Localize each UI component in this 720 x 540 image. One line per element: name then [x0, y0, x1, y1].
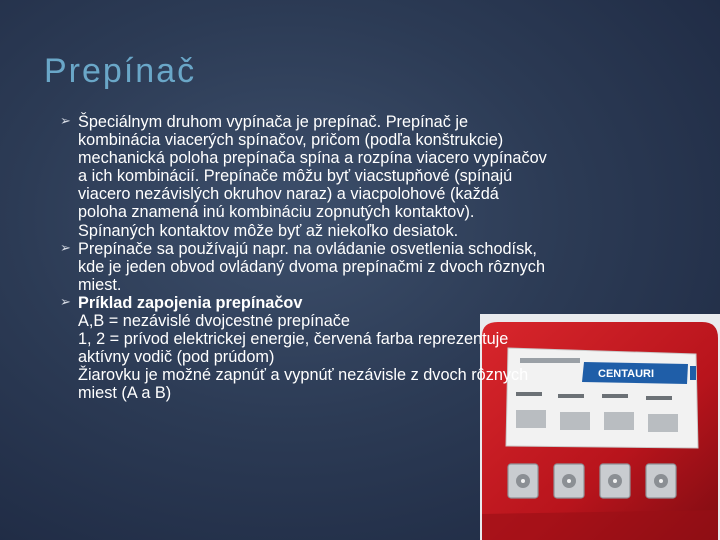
arrow-bullet-icon: ➢ [60, 114, 71, 129]
slide-title: Prepínač [44, 52, 197, 90]
arrow-bullet-icon: ➢ [60, 240, 71, 256]
bullet-item [60, 294, 670, 403]
bullet-text: Špeciálnym druhom vypínača je prepínač. Prepínač je kombinácia viacerých spínačov, pričom (podľa konštrukcie) mechanická poloha prepínača spína a rozpína viacero vypínačov a ich kombinácií. Prepínače môžu byť viacstupňové (spínajú viacero nezávislých okruhov naraz) a viacpolohové (každá poloha znamená inú kombináciu zopnutých kontaktov). Spínaných kontaktov môže byť až niekoľko desiatok. [78, 113, 547, 240]
bullet-item [60, 240, 670, 294]
bullet-item [60, 113, 670, 240]
bullet-text: Prepínače sa používajú napr. na ovládanie osvetlenia schodísk, kde je jeden obvod ovládaný dvoma prepínačmi z dvoch rôznych miest. [78, 239, 546, 294]
bullet-text: A,B = nezávislé dvojcestné prepínače 1, 2 = prívod elektrickej energie, červená farba reprezentuje aktívny vodič (pod prúdom) Žiarovku je možné zapnúť a vypnúť nezávisle z dvoch rôznych miest (A a B) [78, 312, 529, 403]
svg-text:CENTAURI: CENTAURI [598, 368, 655, 380]
bullet-list [60, 113, 670, 403]
bullet-heading: Príklad zapojenia prepínačov [78, 293, 303, 312]
arrow-bullet-icon: ➢ [60, 294, 71, 310]
